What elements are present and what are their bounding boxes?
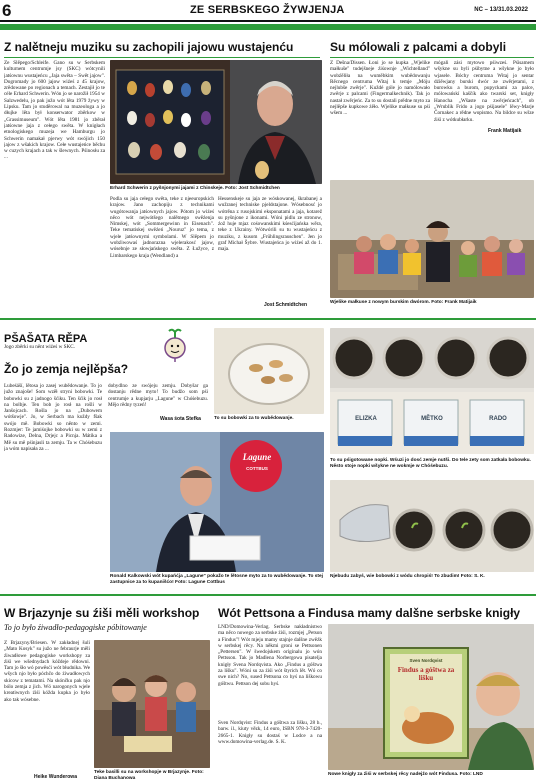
- article2-headline: Su mólowali z palcami a dobyli: [330, 40, 507, 54]
- article1-headline: Z nalětneju muziku su zachopili jajowu wustajenću: [4, 40, 294, 54]
- book-author: Sven Nordqvist: [409, 658, 443, 663]
- article3-col1: Lubeśáší, lětosa jo zasej wubědowanje. To jo južo znajoše! Som wzěł stryni bobowki. Te bobowki su z jadnogo šćiku. Ten šćik jo rosł na bolbje. Ten bob jo rosł na rošli w Janšojcach. Rošla jo na „Dubowem wótšowje". Jo, w Serbach ma kuždy fšak swójo mě. Bobowki so něnto w zemi. Rozmjer: Te jamiśojke bobowki su w zemi z Radowize, Delna, Drjejc a Picnja. Mátika a Mě su mě pśinjasli ta zemju. Ta w Chóśebuzu ja wóm napisała za ...: [4, 383, 102, 452]
- article1-col2: Podla su jaja cełego swěta, teke z njeeuropskich krajow. Jano zachopiju z technikami wugótowanja jatśownych jajow. Pótom jo wiźeś něco wót nejwótšego nalětnego swěźenja Nimskej, wót „Sommergewinn in Eisenach". Teke tematiskej swěźeń „Nouruz" jo tema, z wjele jatśownymi symbolami. W Slěpem jo wobźiwowaś jadnorazna wjelerakosć jajow, wósebnje ze słowjańskego swěta. Z Łužyce, z Limbarskego kraja (Wendland) a: [110, 196, 214, 259]
- article2-col1: Z Dešna/Dissen. Łoni jo se kupka „Wjelike małkuše" tudejšneje źiśownje „Wichtelland" wobźěliła na wuměbkim wubědowanju Rěcnego centruma Witaj k temje „Móju nejlubše zwěrje". Kuždé góle jo namólowało zwěrje z palcami (Fingermalkechnik). Tak jo nastał zwěrjeńc. Za to su dostali prědne myto za nejlěpše kupkowe źěło. Wjelike małkuse su pśi wšem ...: [330, 60, 430, 117]
- article2-photo: [330, 180, 534, 298]
- book-title: Findus a góštwa za lišku: [397, 666, 455, 682]
- article2-col2: mógali zási mytowo pśiwześ. Pśisamem wšykne su byli pśibytne a wšykne jo było wjasele. Bóchy centruma Witaj jo sentar dźiěwjany burski dwór ze zwěrjetami, z burowku a burom, pupyckami za palce, mólowańskí kaščík ako twarski set, knigły Hanocha „Wšaste na zwěrjeńcach", ob „Wrublik Frido a jogo pśijasele" lěwy-Marje Čornakec a rědne wopismo. Na bildce su wšze źiśi z wótkubłarku.: [434, 60, 534, 123]
- sprouts-photo-caption: Njebudu zabyś, wie bobowki z wódu chropiś! To zbudim! Foto: S. K.: [330, 574, 485, 579]
- pots-photo-caption: To su pśigotowane nopki. Wśuzi jo dosć zemje nutši. Do tele zety som zatkała bobowku. Něsto stoje nopki wšykne ne wokmje w Chóśebuzu.: [330, 458, 531, 469]
- article4-headline: W Brjazynje su źiši měli workshop: [4, 606, 200, 620]
- header-green-bar: [0, 24, 536, 30]
- article2-photo-caption: Wjelike małkuse z nowym burskim dwórom. Foto: Frank Matijaik: [330, 300, 477, 305]
- pots-photo: [330, 328, 534, 454]
- workshop-photo: [94, 640, 210, 768]
- lagune-photo-caption: Ronald Kalkowski wót kupańćja „Lagune" pokažo te lětosne myto za to wubědowanje. To stej zastupnice za to kupanišćo! Foto: Lagune Cottbus: [110, 574, 324, 585]
- lagune-photo: [110, 432, 324, 572]
- article3-question: Žo jo zemja nejlěpša?: [4, 362, 129, 376]
- article1-col3: Hessenskeje su jaja ze wóskowanej, škrabanej a wužranej techniske pjeldstajone. Wósebnosć jo wótrěna z rusojskimi eksponatami a jaja, kotarež su pyšnjone z ikonami. Wóni pidlu ze stronow, źož huje mjaz cośowanskimi kśesćijańska wěra, teke z Ukrainy. Wótwórili su tu wustajeńcu z muziku, z kusom „Frühlingsrauschen". Jen jo graf Michał Šybre. Wustajeńca jo wiźeś až do 1. maja.: [218, 196, 322, 253]
- lagune-logo-text: Lagune: [242, 452, 272, 462]
- page-number: 6: [2, 1, 12, 20]
- article1-photo-caption: Erhard Schwerin z pyšnjonymi jajami z Chinskeje. Foto: Jost Schmidtchen: [110, 186, 280, 191]
- article1-col1: Ze Slěpego/Schleife. Gano su w Serbskem kulturnem centrumje jsy (SKC) wótcynili jatśownu wustajeńcu „Jaja swěta – Swět jajow". Dogromady jo 600 jajow wiźeś z 45 krajow, zrědowane po regionach a temach. Zestajił jo te céle Erhard Schwerin. Wón jo se narožił 1954 w Salzwedelu, jo pak južo wót lěta 1979 žywy w Lipsku. Tam jo studěrowal na muzeologa a jo dłujke lěta był konserwator zběrkow w „Grassimuseum". Wót lěta 1981 jo zběrał jatśowne jaja z cełego swěta. W knigłach etnologiskego muzeja we Hamburgu jo Schwerin namakał pjerwy wót swójich 150 jajow z wšakich krajow. Cełe wustajeńce běchu w cuzych krajach a tak w šlewnych. Pśinosłu za ...: [4, 60, 105, 161]
- article3-byline: Wasa śota Stefka: [160, 416, 201, 422]
- article5-col2: Sven Nordqvist: Findus a góštwa za lišku, 28 b., barw. il., kiuty vězk, 14 euro, ISBN 978-3-7420-2665-1. Knigły su dostaś w Lodce a na www.domowina-verlag.de. S. K.: [218, 720, 322, 774]
- lagune-logo-sub: COTTBUS: [246, 466, 268, 471]
- issue-info: NC – 13/31.03.2022: [474, 7, 528, 13]
- sprouts-photo: [330, 480, 534, 572]
- jar-label: RADO: [489, 416, 507, 422]
- turnip-logo-icon: [160, 328, 190, 362]
- divider: [330, 57, 534, 58]
- article2-byline: Frank Matijaik: [488, 128, 522, 134]
- divider: [4, 57, 320, 58]
- jar-label: ELIZKA: [355, 416, 377, 422]
- article4-col1: Z Brjazyny/Briesen. W zakładnej šuli „Mato Kosyk" su južo ne febraurje měli źiwadłowe pedagogiske workshopy za źiśi we wšednydach kóždeje rědowni. Tam jo šło wó powěsći wót błudnika. We wšych njo było póchčo do źiwadłowych skicow z tematami. Na skónčku pak njo bólo zemja z jich. Wó narogonych wjele kreatiwnych źiśi kóžda kupka jo było ako tak wósebne.: [4, 640, 90, 703]
- column-rubric-title: PŠAŠATA RĚPA: [4, 333, 88, 345]
- article5-col1: LND/Domowina-Verlag. Serbske nakładnistwo ma něco nowego za serbske źiśi, rozmjej „Petson a Findus"! Wót mjeju mamy stajnje dalšne zwěźk w serbskej rěcy. Na někmi groni se Pettsonen „Pettersen". W šwedojskem originalu jo wón Pettsson. Tak jo Madlena Norbergowa pisatelja knigły Svena Nordqvista. Ako „Findus a góštwa za lišku". Wóni su za źiśi wót štyrich lět. Wó co swe nich? No, sused Pettsona co hyś na liškowu góštwu. Pettson dej sobu hyś.: [218, 624, 322, 687]
- article1-col1-end: Jogo zběrki su něnt wiźeś w SKC.: [4, 344, 76, 350]
- article4-subhead: To jo było źiwadło-pedagogiske póbitowanje: [4, 623, 147, 632]
- article5-headline: Wót Pettsona a Findusa mamy dalšne serbske knigły: [218, 606, 521, 620]
- beans-in-dish-photo: [214, 328, 324, 414]
- section-divider: [0, 318, 536, 320]
- book-photo-caption: Nowe knigły za źiśi w serbskej rěcy nadejźo wót Findusa. Foto: LND: [328, 772, 483, 777]
- article1-byline: Jost Schmidtchen: [264, 302, 308, 308]
- article4-byline: Heike Wunderowa: [34, 774, 77, 780]
- section-divider: [0, 594, 536, 596]
- workshop-photo-caption: Teke basilli su na workshopje w Brjazynje. Foto: Diana Buchanowa: [94, 770, 204, 781]
- book-photo: [328, 624, 534, 770]
- jar-label: MĚTKO: [421, 416, 443, 422]
- article1-photo: [110, 60, 322, 184]
- article3-col2: dobydlno ze swójeju zemju. Dobyšar ga dostanju rědne myto! To budžo som pśi centrumje a kupjarju „Lagune" w Chóśebuzu. Mějo rědny tyzeń!: [108, 383, 208, 408]
- section-title: ZE SERBSKEGO ŽYWJENJA: [190, 4, 345, 16]
- beans-photo-caption: To su bobowki za to wubědowanje.: [214, 416, 294, 421]
